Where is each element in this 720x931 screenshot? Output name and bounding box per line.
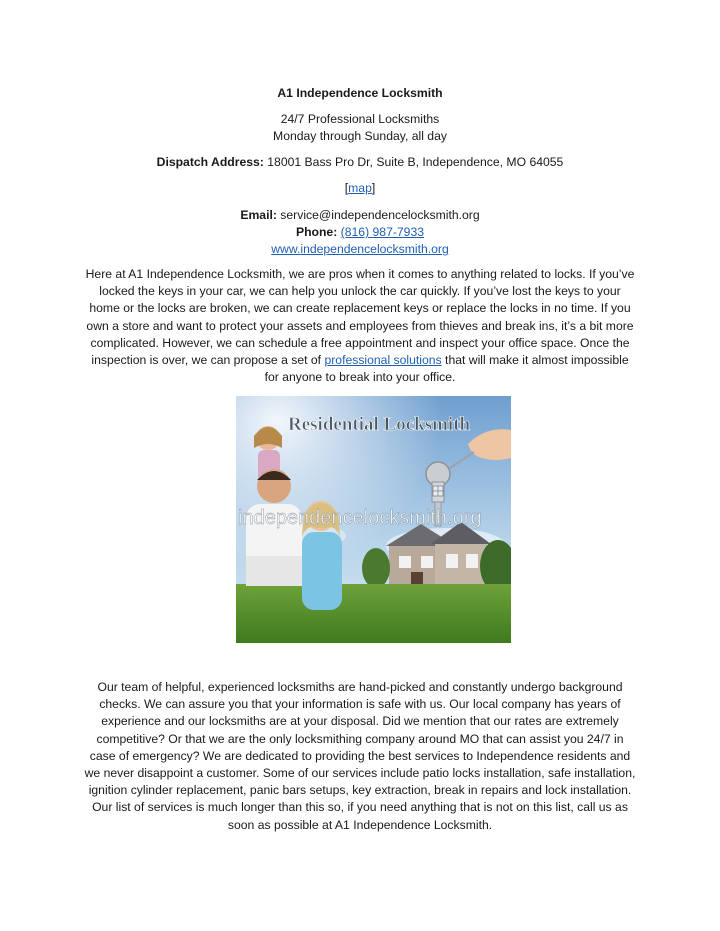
banner-text: Residential Locksmith xyxy=(288,414,471,435)
phone-line xyxy=(80,224,640,241)
residential-locksmith-photo xyxy=(236,396,511,643)
email-value: service@independencelocksmith.org xyxy=(276,208,480,222)
services-paragraph: Our team of helpful, experienced locksmiths are hand-picked and constantly undergo background checks. We can assure you that your information is safe with us. Our local company has years of experience and our locksmiths are at your disposal. Did we mention that our rates are extremely competitive? Or that we are the only locksmithing company around MO that can assist you 24/7 in case of emergency? We are dedicated to providing the best services to Independence residents and we never disappoint a customer. Some of our services include patio locks installation, safe installation, ignition cylinder replacement, panic bars setups, key extraction, break in repairs and lock installation. Our list of services is much longer than this so, if you need anything that is not on this list, call us as soon as possible at A1 Independence Locksmith. xyxy=(84,680,636,832)
website-line xyxy=(80,241,640,258)
hours-line-1: 24/7 Professional Locksmiths xyxy=(280,112,440,126)
phone-link[interactable]: (816) 987-7933 xyxy=(340,225,425,240)
intro-text-after: that will make it almost impossible for anyone to break into your office. xyxy=(264,353,629,385)
map-bracket-close: ] xyxy=(371,181,376,195)
hours-block xyxy=(80,111,640,145)
phone-label: Phone: xyxy=(295,225,338,240)
dispatch-address xyxy=(80,154,640,171)
contact-block xyxy=(80,207,640,259)
email-line xyxy=(80,207,640,224)
hours-line-2: Monday through Sunday, all day xyxy=(273,129,447,144)
website-link[interactable]: www.independencelocksmith.org xyxy=(271,242,449,257)
intro-text-before: Here at A1 Independence Locksmith, we are pros when it comes to anything related to locks. If you’ve locked the keys in your car, we can help you unlock the car quickly. If you’ve lost the keys to your home or the locks are broken, we can create replacement keys or replace the locks in no time. If you own a store and want to protect your assets and employees from thieves and break ins, it’s a bit more complicated. However, we can schedule a free appointment and inspect your office space. Once the inspection is over, we can propose a set of xyxy=(85,267,635,368)
professional-solutions-link[interactable]: professional solutions xyxy=(324,353,442,368)
map-bracket-open: [ xyxy=(344,181,349,195)
dispatch-label: Dispatch Address: xyxy=(156,155,264,169)
intro-paragraph xyxy=(84,266,636,386)
dispatch-value: 18001 Bass Pro Dr, Suite B, Independence, MO 64055 xyxy=(263,155,564,169)
map-row xyxy=(80,180,640,197)
watermark-text: independencelocksmith.org xyxy=(238,507,482,529)
map-link[interactable]: map xyxy=(348,181,372,195)
email-label: Email: xyxy=(240,208,277,222)
page-title: A1 Independence Locksmith xyxy=(277,86,443,100)
